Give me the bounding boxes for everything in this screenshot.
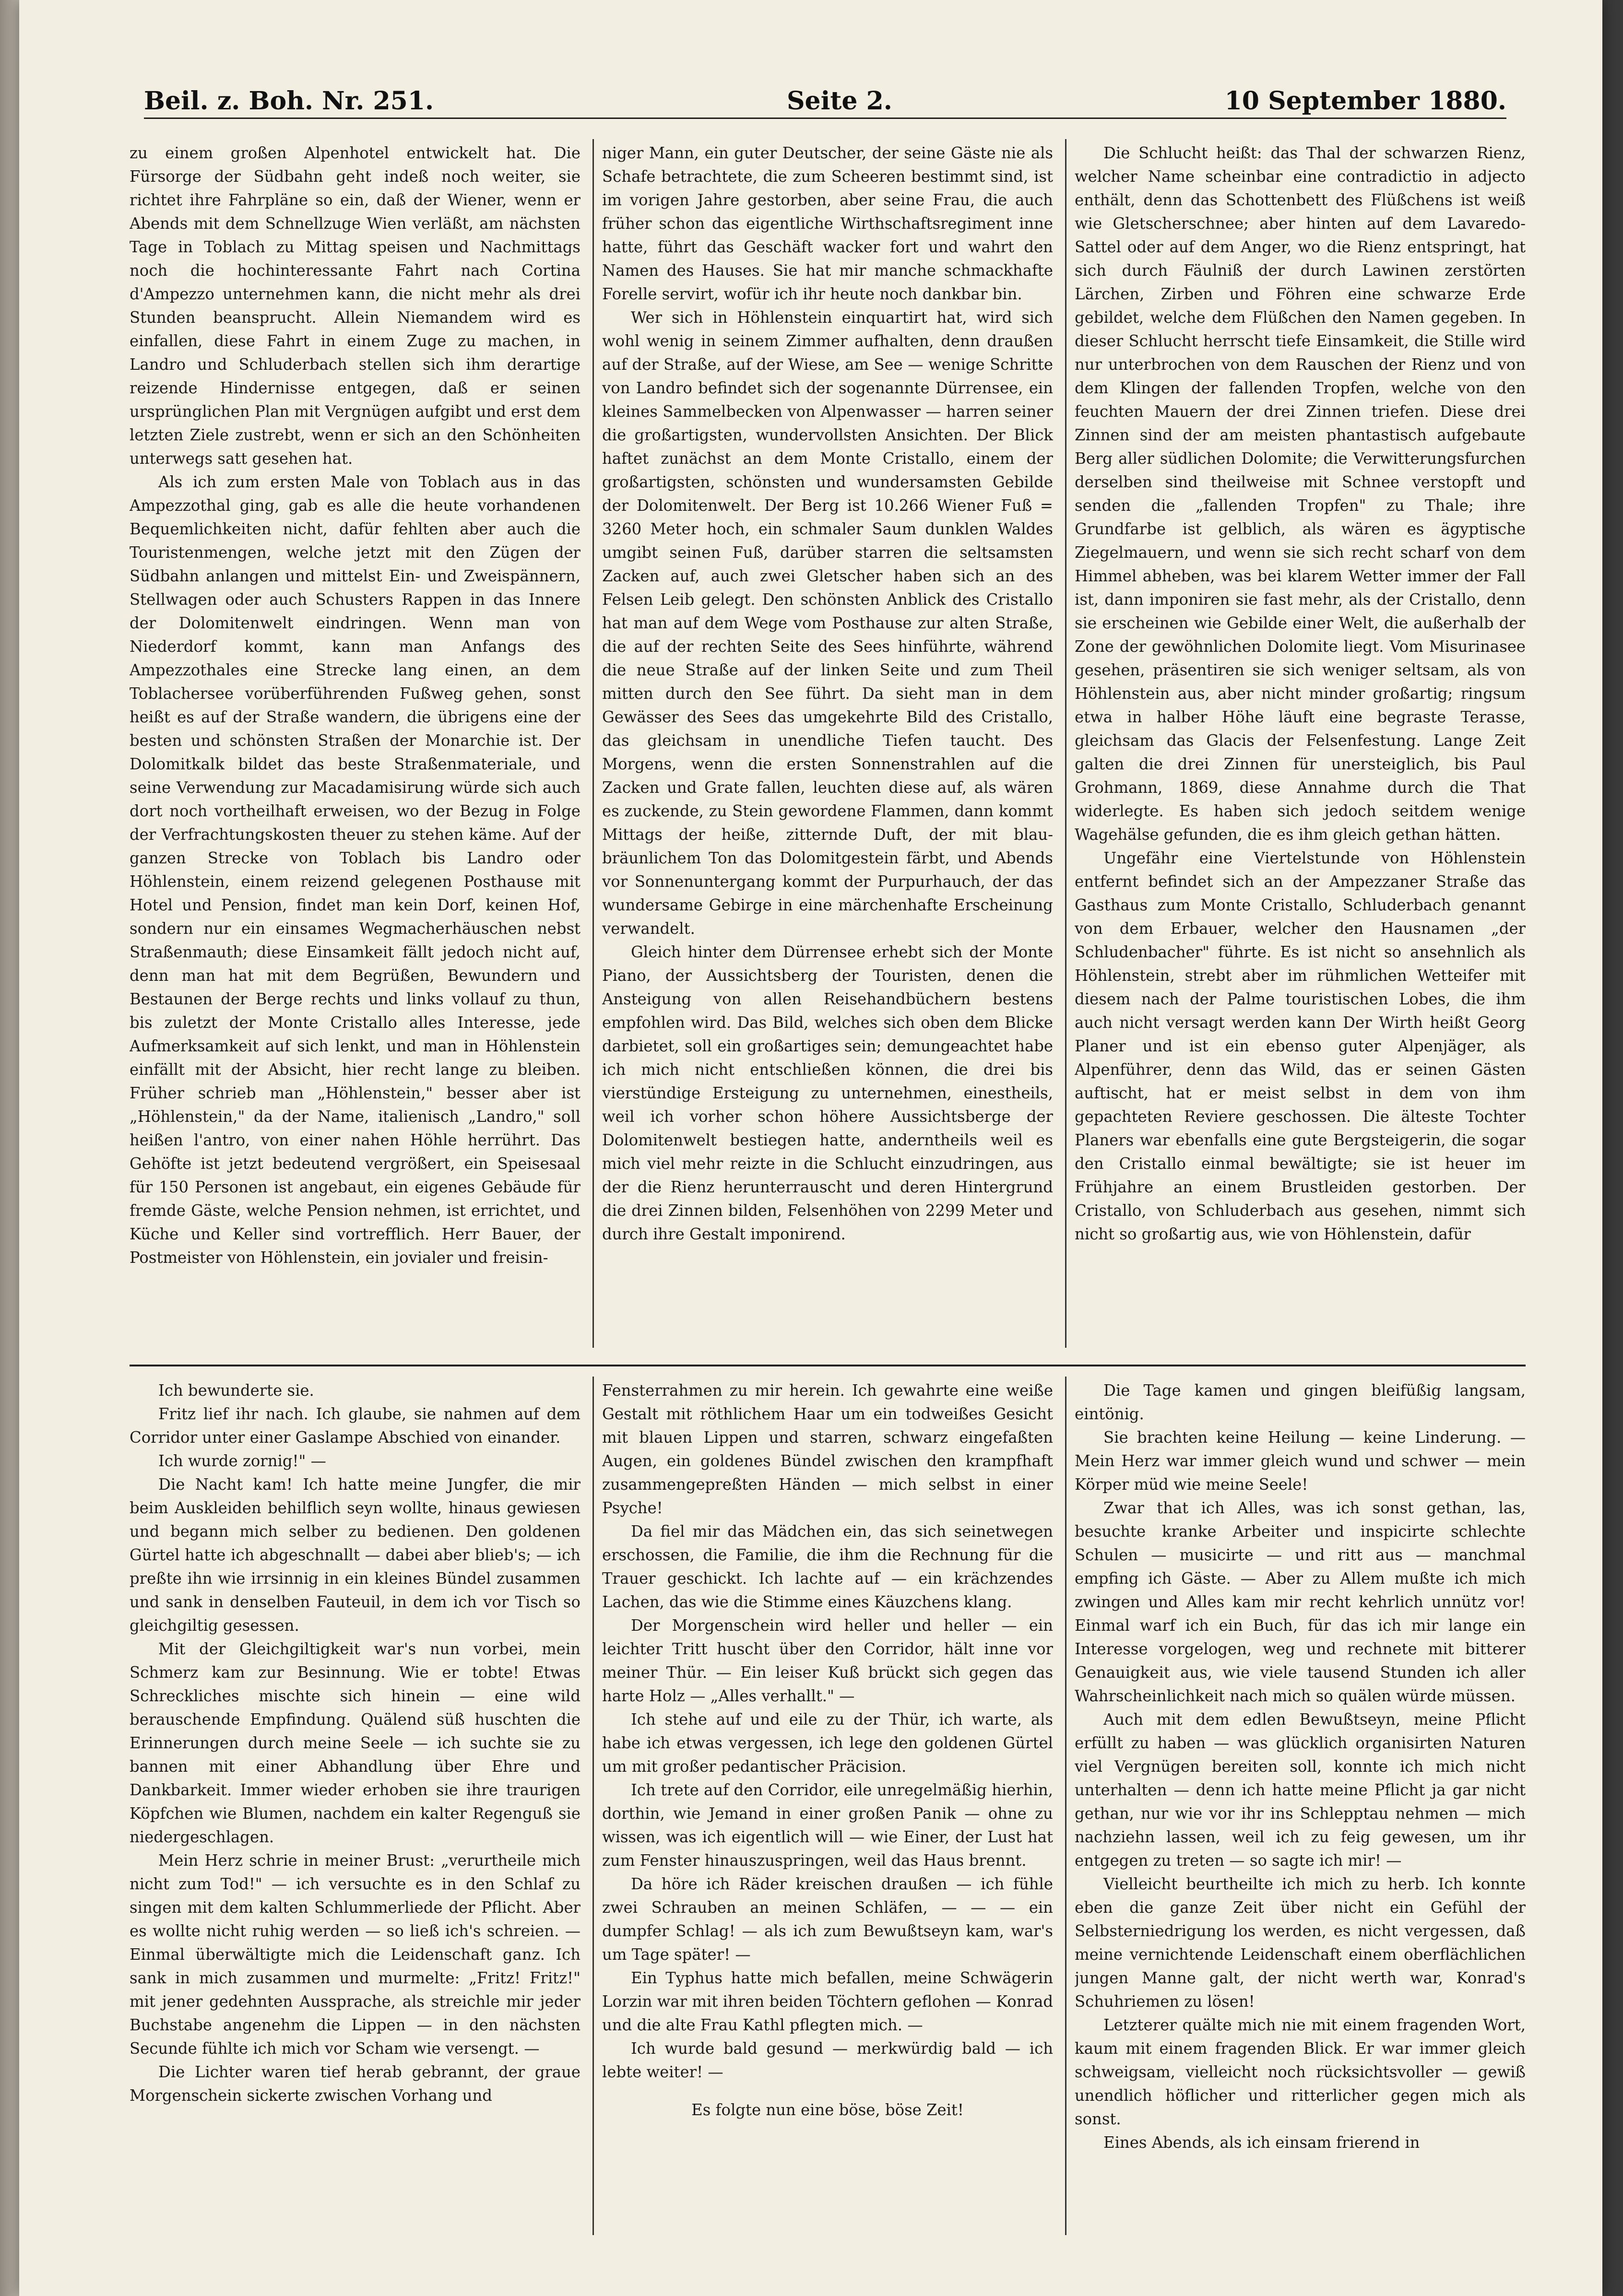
page-number: Seite 2. — [787, 86, 892, 116]
column-rule — [1065, 139, 1066, 1348]
paragraph: Ungefähr eine Viertelstunde von Höhlenstein entfernt befindet sich an der Ampezzaner Straße das Gasthaus zum Monte Cristallo, Schluderbach genannt von dem Erbauer, welcher den Hausnamen „der Schludenbacher" führte. Es ist nicht so ansehnlich als Höhlenstein, strebt aber im rühmlichen Wetteifer mit diesem nach der Palme touristischen Lobes, die ihm auch nicht versagt werden kann Der Wirth heißt Georg Planer und ist ein ebenso guter Alpenjäger, als Alpenführer, denn das Wild, das er seinen Gästen auftischt, hat er meist selbst in dem von ihm gepachteten Reviere geschossen. Die älteste Tochter Planers war ebenfalls eine gute Bergsteigerin, die sogar den Cristallo einmal bewältigte; sie ist heuer im Frühjahre an einem Brustleiden gestorben. Der Cristallo, von Schluderbach aus gesehen, nimmt sich nicht so großartig aus, wie von Höhlenstein, dafür — [1075, 849, 1526, 1243]
article-column-2 — [602, 141, 1053, 1350]
paragraph: Auch mit dem edlen Bewußtseyn, meine Pflicht erfüllt zu haben — was glücklich organisirten Naturen viel Vergnügen bereiten soll, konnte ich mich nicht unterhalten — denn ich hatte meine Pflicht ja gar nicht gethan, nur wie vor ihr ins Schlepptau nehmen — mich nachziehn lassen, weil ich zu feig gewesen, um ihr entgegen zu treten — so sagte ich mir! — — [1075, 1710, 1526, 1870]
paragraph: Mein Herz schrie in meiner Brust: „verurtheile mich nicht zum Tod!" — ich versuchte es in den Schlaf zu singen mit dem kalten Schlummerliede der Pflicht. Aber es wollte nicht ruhig werden — so ließ ich's schreien. — Einmal überwältigte mich die Leidenschaft ganz. Ich sank in mich zusammen und murmelte: „Fritz! Fritz!" mit jener gedehnten Aussprache, als streichle mir jeder Buchstabe angenehm die Lippen — in den nächsten Secunde fühlte ich mich vor Scham wie versengt. — — [130, 1851, 580, 2058]
column-rule — [1065, 1377, 1066, 2235]
paragraph: Ich stehe auf und eile zu der Thür, ich warte, als habe ich etwas vergessen, ich lege den goldenen Gürtel um mit großer pedantischer Präcision. — [602, 1710, 1053, 1776]
section-line: Es folgte nun eine böse, böse Zeit! — [691, 2101, 964, 2119]
paragraph: Letzterer quälte mich nie mit einem fragenden Wort, kaum mit einem fragenden Blick. Er war immer gleich schweigsam, vielleicht noch rücksichtsvoller — gewiß unendlich höflicher und ritterlicher gegen mich als sonst. — [1075, 2016, 1526, 2128]
paragraph: Wer sich in Höhlenstein einquartirt hat, wird sich wohl wenig in seinem Zimmer aufhalten, denn draußen auf der Straße, auf der Wiese, am See — wenige Schritte von Landro befindet sich der sogenannte Dürrensee, ein kleines Sammelbecken von Alpenwasser — harren seiner die großartigsten, wundervollsten Ansichten. Der Blick haftet zunächst an dem Monte Cristallo, einem der großartigsten, schönsten und wundersamsten Gebilde der Dolomitenwelt. Der Berg ist 10.266 Wiener Fuß = 3260 Meter hoch, ein schmaler Saum dunklen Waldes umgibt seinen Fuß, darüber starren die seltsamsten Zacken auf, auch zwei Gletscher haben sich an des Felsen Leib gelegt. Den schönsten Anblick des Cristallo hat man auf dem Wege vom Posthause zur alten Straße, die auf der rechten Seite des Sees hinführte, während die neue Straße auf der linken Seite und zum Theil mitten durch den See führt. Da sieht man in dem Gewässer des Sees das umgekehrte Bild des Cristallo, das gleichsam in unendliche Tiefen taucht. Des Morgens, wenn die ersten Sonnenstrahlen auf die Zacken und Grate fallen, leuchten diese auf, als wären es zuckende, zu Stein gewordene Flammen, dann kommt Mittags der heiße, zitternde Duft, der mit blau-bräunlichem Ton das Dolomitgestein färbt, und Abends vor Sonnenuntergang kommt der Purpurhauch, der das wundersame Gebirge in eine märchenhafte Erscheinung verwandelt. — [602, 308, 1053, 938]
date-label: 10 September 1880. — [1224, 86, 1506, 116]
paragraph: Ich trete auf den Corridor, eile unregelmäßig hierhin, dorthin, wie Jemand in einer großen Panik — ohne zu wissen, was ich eigentlich will — wie Einer, der Lust hat zum Fenster hinauszuspringen, weil das Haus brennt. — [602, 1781, 1053, 1870]
header-rule — [144, 118, 1506, 119]
paragraph: Als ich zum ersten Male von Toblach aus in das Ampezzothal ging, gab es alle die heute vorhandenen Bequemlichkeiten nicht, dafür fehlten aber auch die Touristenmengen, welche jetzt mit den Zügen der Südbahn anlangen und mittelst Ein- und Zweispännern, Stellwagen oder auch Schusters Rappen in das Innere der Dolomitenwelt eindringen. Wenn man von Niederdorf kommt, kann man Anfangs des Ampezzothales eine Strecke lang einen, an dem Toblachersee vorüberführenden Fußweg gehen, sonst heißt es auf der Straße wandern, die übrigens eine der besten und schönsten Straßen der Monarchie ist. Der Dolomitkalk bildet das beste Straßenmateriale, und seine Verwendung zur Macadamisirung würde sich auch dort noch vortheilhaft erweisen, wo der Bezug in Folge der Verfrachtungskosten theuer zu stehen käme. Auf der ganzen Strecke von Toblach bis Landro oder Höhlenstein, einem reizend gelegenen Posthause mit Hotel und Pension, findet man kein Dorf, keinen Hof, sondern nur ein einsames Wegmacherhäuschen nebst Straßenmauth; diese Einsamkeit fällt jedoch nicht auf, denn man hat mit dem Begrüßen, Bewundern und Bestaunen der Berge rechts und links vollauf zu thun, bis zuletzt der Monte Cristallo alles Interesse, jede Aufmerksamkeit auf sich lenkt, und man in Höhlenstein einfällt mit der Absicht, hier recht lange zu bleiben. Früher schrieb man „Höhlenstein," besser aber ist „Höhlenstein," da der Name, italienisch „Landro," soll heißen l'antro, von einer nahen Höhle herrührt. Das Gehöfte ist jetzt bedeutend vergrößert, ein Speisesaal für 150 Personen ist angebaut, ein eigenes Gebäude für fremde Gäste, welche Pension nehmen, ist errichtet, und Küche und Keller sind vortrefflich. Herr Bauer, der Postmeister von Höhlenstein, ein jovialer und freisin- — [130, 473, 580, 1267]
paragraph: Da fiel mir das Mädchen ein, das sich seinetwegen erschossen, die Familie, die ihm die Rechnung für die Trauer geschickt. Ich lachte auf — ein krächzendes Lachen, das wie die Stimme eines Käuzchens klang. — [602, 1522, 1053, 1611]
paragraph: Sie brachten keine Heilung — keine Linderung. — Mein Herz war immer gleich wund und schwer — mein Körper müd wie meine Seele! — [1075, 1428, 1526, 1494]
paragraph: Die Schlucht heißt: das Thal der schwarzen Rienz, welcher Name scheinbar eine contradictio in adjecto enthält, denn das Schottenbett des Flüßchens ist weiß wie Gletscherschnee; aber hinten auf dem Lavaredo-Sattel oder auf dem Anger, wo die Rienz entspringt, hat sich durch Fäulniß der durch Lawinen zerstörten Lärchen, Zirben und Föhren eine schwarze Erde gebildet, welche dem Flüßchen den Namen gegeben. In dieser Schlucht herrscht tiefe Einsamkeit, die Stille wird nur unterbrochen von dem Rauschen der Rienz und von dem Klingen der fallenden Tropfen, welche von den feuchten Mauern der drei Zinnen triefen. Diese drei Zinnen sind der am meisten phantastisch aufgebaute Berg aller südlichen Dolomite; die Verwitterungsfurchen derselben sind theilweise mit Schnee verstopft und senden die „fallenden Tropfen" zu Thale; ihre Grundfarbe ist gelblich, als wären es ägyptische Ziegelmauern, und wenn sie sich recht scharf von dem Himmel abheben, was bei klarem Wetter immer der Fall ist, dann imponiren sie fast mehr, als der Cristallo, denn sie erscheinen wie Gebilde einer Welt, die außerhalb der Zone der gewöhnlichen Dolomite liegt. Vom Misurinasee gesehen, präsentiren sie sich weniger seltsam, als von Höhlenstein aus, aber nicht minder großartig; ringsum etwa in halber Höhe läuft eine begraste Terasse, gleichsam das Glacis der Felsenfestung. Lange Zeit galten die drei Zinnen für unersteiglich, bis Paul Grohmann, 1869, diese Annahme durch die That widerlegte. Es haben sich jedoch seitdem wenige Wagehälse gefunden, die es ihm gleich gethan hätten. — [1075, 144, 1526, 844]
column-rule — [592, 139, 594, 1348]
feuilleton-column-2 — [602, 1379, 1053, 2237]
paragraph: Ein Typhus hatte mich befallen, meine Schwägerin Lorzin war mit ihren beiden Töchtern geflohen — Konrad und die alte Frau Kathl pflegten mich. — — [602, 1969, 1053, 2034]
feuilleton-divider — [130, 1365, 1526, 1366]
article-column-1 — [130, 141, 580, 1350]
paragraph: Ich wurde zornig!" — — [158, 1452, 326, 1470]
paragraph: Vielleicht beurtheilte ich mich zu herb. Ich konnte eben die ganze Zeit über nicht ein Gefühl der Selbsterniedrigung los werden, es nicht vergessen, daß meine vernichtende Leidenschaft einem oberflächlichen jungen Manne galt, der nicht werth war, Konrad's Schuhriemen zu lösen! — [1075, 1875, 1526, 2011]
paragraph: Zwar that ich Alles, was ich sonst gethan, las, besuchte kranke Arbeiter und inspicirte schlechte Schulen — musicirte — und ritt aus — manchmal empfing ich Gäste. — Aber zu Allem mußte ich mich zwingen und Alles kam mir recht kehrlich unnütz vor! Einmal warf ich ein Buch, für das ich mir lange ein Interesse vorgelogen, weg und rechnete mit bitterer Genauigkeit aus, wie viele tausend Stunden ich aller Wahrscheinlichkeit nach mich so quälen würde müssen. — [1075, 1499, 1526, 1705]
page-header — [144, 82, 1506, 125]
feuilleton-column-1 — [130, 1379, 580, 2237]
issue-label: Beil. z. Boh. Nr. 251. — [144, 86, 434, 116]
paragraph: Der Morgenschein wird heller und heller — ein leichter Tritt huscht über den Corridor, hält inne vor meiner Thür. — Ein leiser Kuß brückt sich gegen das harte Holz — „Alles verhallt." — — [602, 1616, 1053, 1705]
paragraph: Mit der Gleichgiltigkeit war's nun vorbei, mein Schmerz kam zur Besinnung. Wie er tobte! Etwas Schreckliches mischte sich hinein — eine wild berauschende Empfindung. Quälend süß huschten die Erinnerungen durch meine Seele — ich suchte sie zu bannen mit einer Abhandlung über Ehre und Dankbarkeit. Immer wieder erhoben sie ihre traurigen Köpfchen wie Blumen, nachdem ein kalter Regenguß sie niedergeschlagen. — [130, 1640, 580, 1846]
paragraph: Ich wurde bald gesund — merkwürdig bald — ich lebte weiter! — — [602, 2039, 1053, 2081]
paragraph: Die Lichter waren tief herab gebrannt, der graue Morgenschein sickerte zwischen Vorhang und — [130, 2063, 580, 2105]
paragraph: Gleich hinter dem Dürrensee erhebt sich der Monte Piano, der Aussichtsberg der Touristen, denen die Ansteigung von allen Reisehandbüchern bestens empfohlen wird. Das Bild, welches sich oben dem Blicke darbietet, soll ein großartiges sein; demungeachtet habe ich mich nicht entschließen können, die drei bis vierstündige Ersteigung zu unternehmen, einestheils, weil ich vorher schon höhere Aussichtsberge der Dolomitenwelt bestiegen hatte, anderntheils weil es mich viel mehr reizte in die Schlucht einzudringen, aus der die Rienz herunterrauscht und deren Hintergrund die drei Zinnen bilden, Felsenhöhen von 2299 Meter und durch ihre Gestalt imponirend. — [602, 943, 1053, 1243]
paragraph: Fritz lief ihr nach. Ich glaube, sie nahmen auf dem Corridor unter einer Gaslampe Abschied von einander. — [130, 1405, 580, 1447]
paragraph: niger Mann, ein guter Deutscher, der seine Gäste nie als Schafe betrachtete, die zum Scheeren bestimmt sind, ist im vorigen Jahre gestorben, aber seine Frau, die auch früher schon das eigentliche Wirthschaftsregiment inne hatte, führt das Geschäft wacker fort und wahrt den Namen des Hauses. Sie hat mir manche schmackhafte Forelle servirt, wofür ich ihr heute noch dankbar bin. — [602, 144, 1053, 303]
paragraph: Da höre ich Räder kreischen draußen — ich fühle zwei Schrauben an meinen Schläfen, — — — ein dumpfer Schlag! — als ich zum Bewußtseyn kam, war's um Tage später! — — [602, 1875, 1053, 1964]
article-column-3 — [1075, 141, 1526, 1350]
paragraph: Fensterrahmen zu mir herein. Ich gewahrte eine weiße Gestalt mit röthlichem Haar um ein todweißes Gesicht mit blauen Lippen und starren, schwarz eingefaßten Augen, ein goldenes Bündel zwischen den krampfhaft zusammengepreßten Händen — mich selbst in einer Psyche! — [602, 1381, 1053, 1517]
paragraph: zu einem großen Alpenhotel entwickelt hat. Die Fürsorge der Südbahn geht indeß noch weiter, sie richtet ihre Fahrpläne so ein, daß der Wiener, wenn er Abends mit dem Schnellzuge Wien verläßt, am nächsten Tage in Toblach zu Mittag speisen und Nachmittags noch die hochinteressante Fahrt nach Cortina d'Ampezzo unternehmen kann, die nicht mehr als drei Stunden beansprucht. Allein Niemandem wird es einfallen, diese Fahrt in einem Zuge zu machen, in Landro und Schluderbach stellen sich ihm derartige reizende Hindernisse entgegen, daß er seinen ursprünglichen Plan mit Vergnügen aufgibt und erst dem letzten Ziele zustrebt, wenn er sich an den Schönheiten unterwegs satt gesehen hat. — [130, 144, 580, 468]
paragraph: Die Tage kamen und gingen bleifüßig langsam, eintönig. — [1075, 1381, 1526, 1423]
feuilleton-column-3 — [1075, 1379, 1526, 2237]
paragraph: Eines Abends, als ich einsam frierend in — [1103, 2133, 1420, 2152]
paragraph: Die Nacht kam! Ich hatte meine Jungfer, die mir beim Auskleiden behilflich seyn wollte, hinaus gewiesen und begann mich selber zu bedienen. Den goldenen Gürtel hatte ich abgeschnallt — dabei aber blieb's; — ich preßte ihn wie irrsinnig in ein kleines Bündel zusammen und sank in denselben Fauteuil, in dem ich vor Tisch so gleichgiltig gesessen. — [130, 1475, 580, 1635]
newspaper-page — [19, 0, 1602, 2296]
paragraph: Ich bewunderte sie. — [158, 1381, 314, 1400]
column-rule — [592, 1377, 594, 2235]
